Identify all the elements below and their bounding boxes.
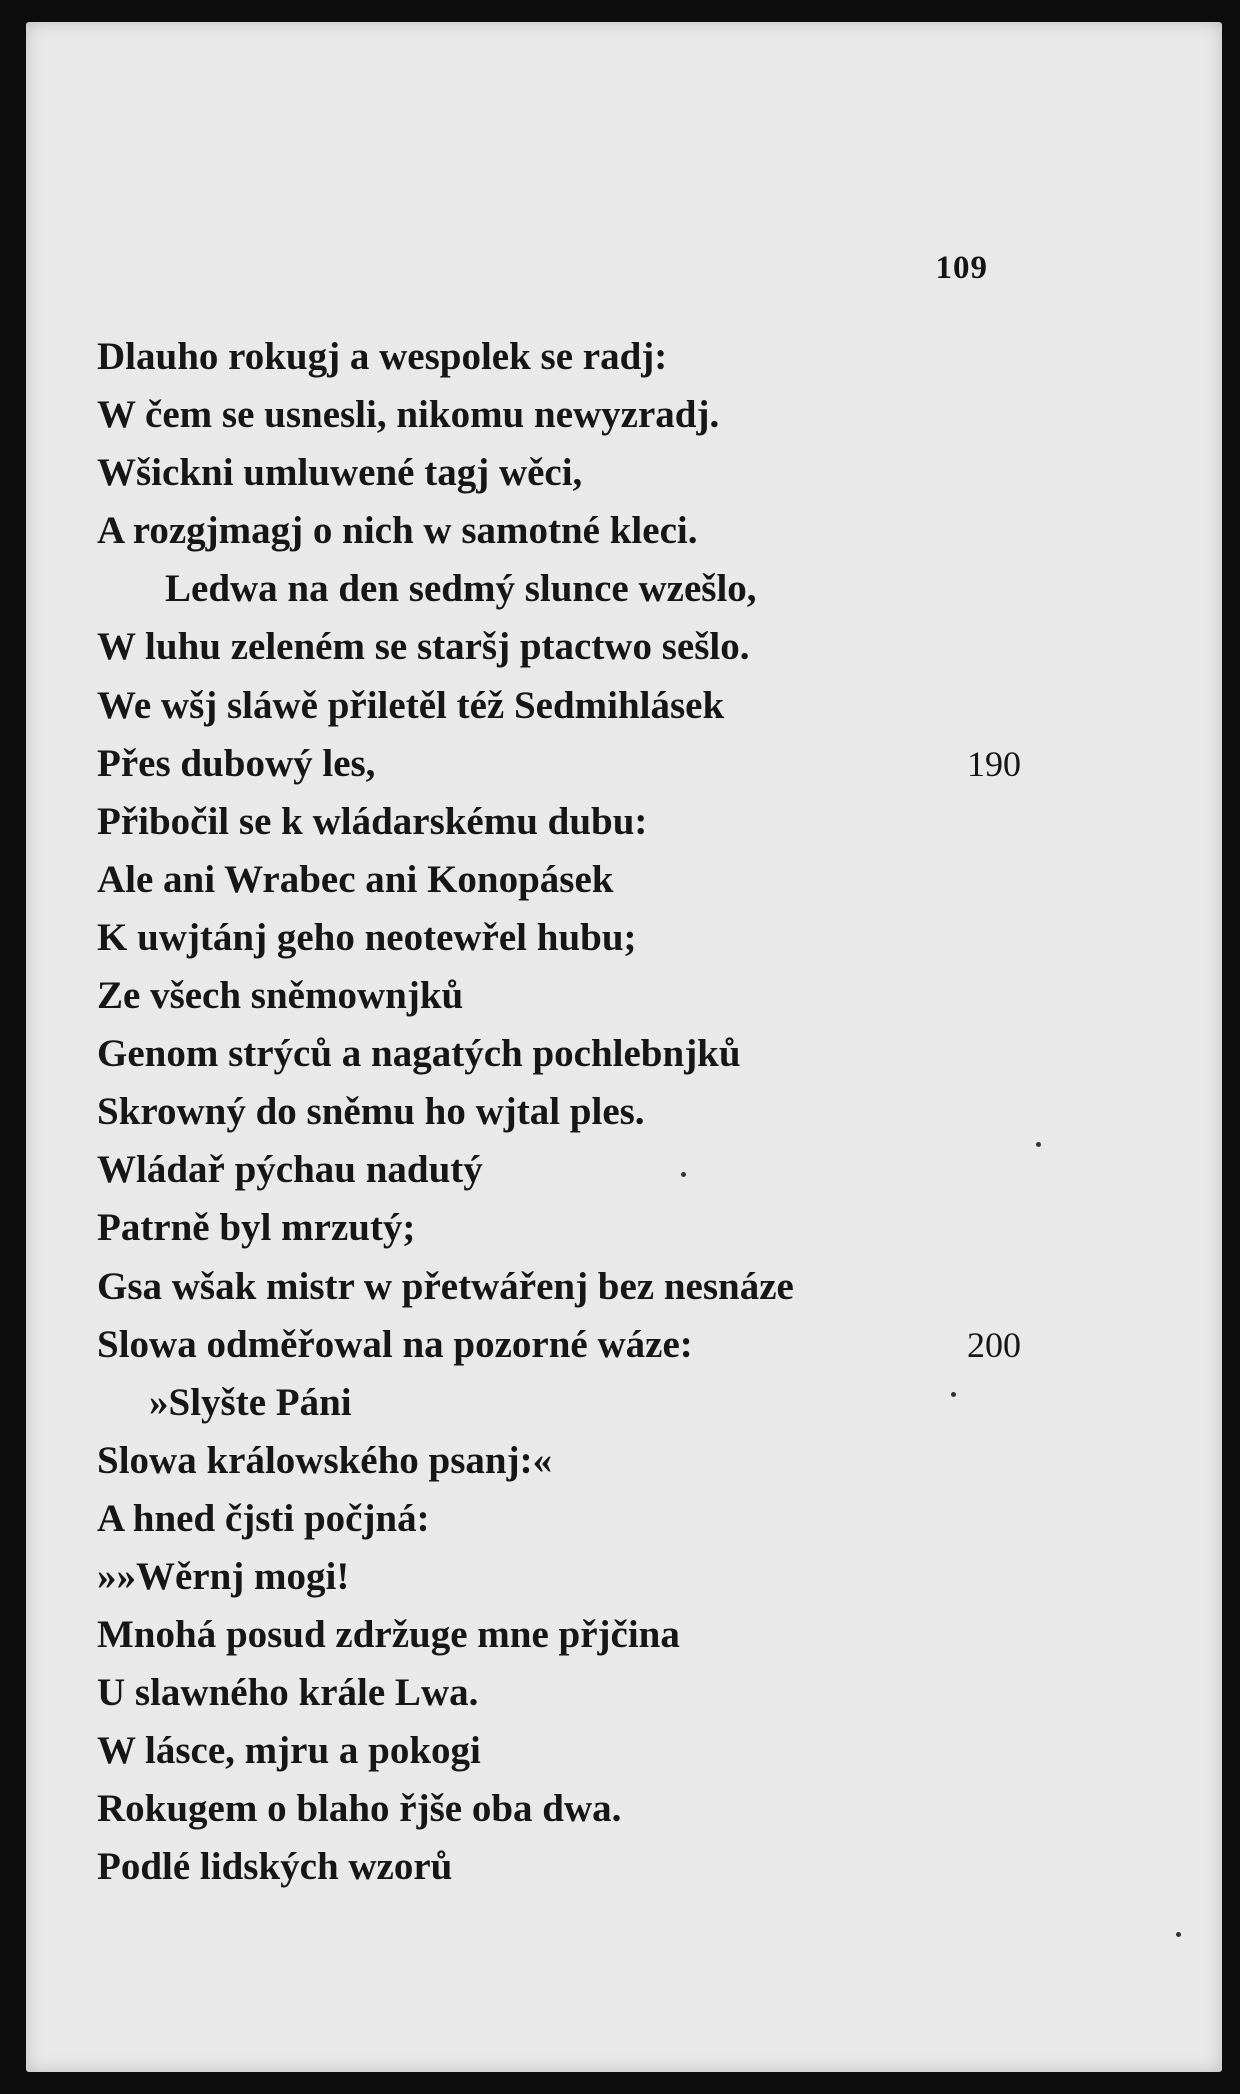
line-number: 200	[967, 1324, 1021, 1365]
poem-line: Rokugem o blaho řjše oba dwa.	[97, 1787, 622, 1831]
poem-line: Dlauho rokugj a wespolek se radj:	[97, 335, 668, 378]
poem-line: A hned čjsti počjná:	[97, 1496, 430, 1540]
poem-line: Ze všech sněmownjků	[97, 974, 464, 1018]
poem-line: Přibočil se k wládarskému dubu:	[97, 799, 648, 843]
poem-line: A rozgjmagj o nich w samotné kleci.	[97, 509, 698, 553]
poem-text	[97, 328, 1137, 1897]
poem-line: W čem se usnesli, nikomu newyzradj.	[97, 393, 720, 437]
paper-speck	[681, 1172, 686, 1177]
poem-line: W lásce, mjru a pokogi	[97, 1729, 481, 1773]
line-number: 190	[967, 743, 1021, 784]
poem-line: Patrně byl mrzutý;	[97, 1206, 416, 1250]
poem-line: We wšj sláwě přiletěl též Sedmihlásek	[97, 683, 725, 727]
poem-line: Mnohá posud zdržuge mne přjčina	[97, 1613, 680, 1657]
poem-line: Slowa králowského psanj:«	[97, 1438, 553, 1482]
paper-speck	[1176, 1932, 1181, 1937]
poem-line: Ledwa na den sedmý slunce wzešlo,	[165, 567, 757, 611]
book-page	[26, 22, 1222, 2072]
poem-line: Přes dubowý les, 190	[97, 735, 1137, 793]
poem-line: Genom strýců a nagatých pochlebnjků	[97, 1032, 741, 1076]
paper-speck	[1036, 1142, 1041, 1147]
poem-line: Ale ani Wrabec ani Konopásek	[97, 857, 614, 901]
poem-line: Wládař pýchau nadutý	[97, 1148, 483, 1192]
poem-line: U slawného krále Lwa.	[97, 1671, 479, 1715]
poem-line: K uwjtánj geho neotewřel hubu;	[97, 915, 637, 959]
poem-line: Skrowný do sněmu ho wjtal ples.	[97, 1090, 645, 1134]
poem-line: Wšickni umluwené tagj wěci,	[97, 451, 583, 495]
paper-speck	[951, 1392, 956, 1397]
poem-line: Slowa odměřowal na pozorné wáze: 200	[97, 1316, 1137, 1374]
poem-line: Gsa wšak mistr w přetwářenj bez nesnáze	[97, 1264, 794, 1308]
page-number: 109	[935, 250, 988, 286]
poem-line: W luhu zeleném se staršj ptactwo sešlo.	[97, 625, 750, 669]
poem-line: »Slyšte Páni	[149, 1380, 352, 1424]
poem-line: »»Wěrnj mogi!	[97, 1554, 350, 1598]
poem-line: Podlé lidských wzorů	[97, 1845, 453, 1889]
